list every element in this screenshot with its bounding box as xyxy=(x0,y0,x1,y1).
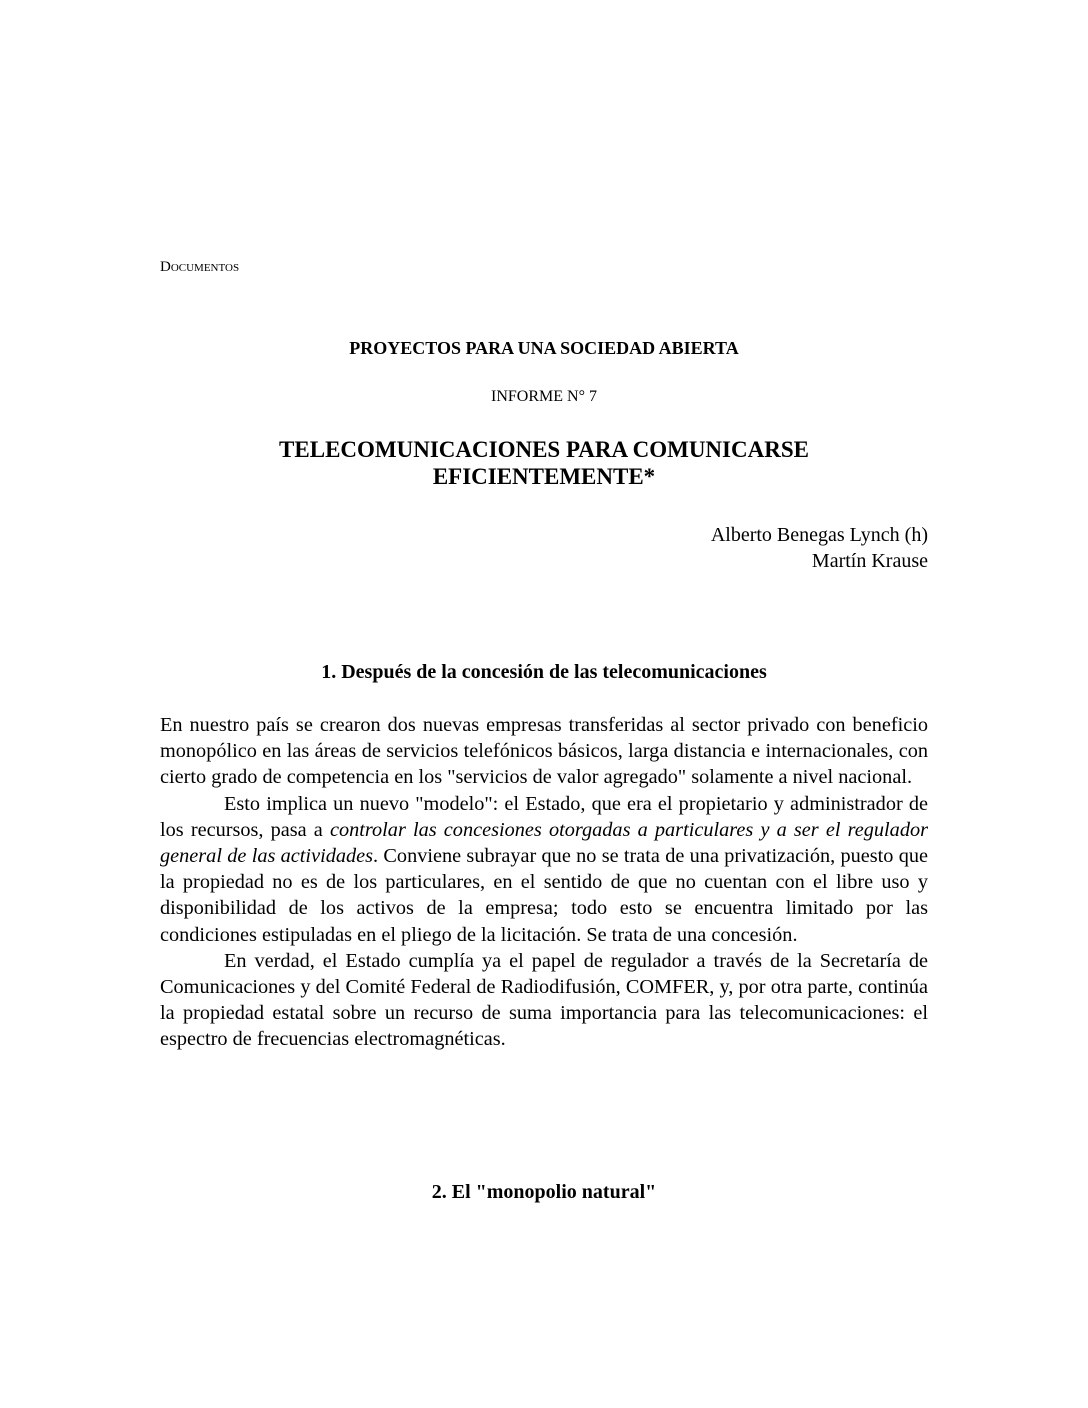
paragraph-1: En nuestro país se crearon dos nuevas empresas transferidas al sector privado con beneficio monopólico en las áreas de servicios telefónicos básicos, larga distancia e internacionales, con cierto grado de competencia en los "servicios de valor agregado" solamente a nivel nacional. xyxy=(160,714,928,789)
document-title-line-2: EFICIENTEMENTE* xyxy=(432,464,656,489)
section-label: Documentos xyxy=(160,259,240,275)
document-title xyxy=(240,436,848,490)
paragraph-2-intro: Esto implica un nuevo "modelo": el Estado, que era el propietario y administrador de los recursos, pasa a xyxy=(160,792,928,841)
paragraph-2 xyxy=(160,791,928,948)
author-name: Martín Krause xyxy=(811,550,928,572)
series-title: PROYECTOS PARA UNA SOCIEDAD ABIERTA xyxy=(349,338,739,358)
report-number: INFORME N° 7 xyxy=(491,388,597,405)
author-name: Alberto Benegas Lynch (h) xyxy=(710,524,928,546)
section-heading-2: 2. El "monopolio natural" xyxy=(431,1181,657,1203)
document-title-line-1: TELECOMUNICACIONES PARA COMUNICARSE xyxy=(279,437,809,462)
paragraph-2-rest: . Conviene subrayar que no se trata de una privatización, puesto que la propiedad no es de los particulares, en el sentido de que no cuentan con el libre uso y disponibilidad de los activos de la empresa; todo esto se encuentra limitado por las condiciones estipuladas en el pliego de la licitación. Se trata de una concesión. xyxy=(160,845,928,946)
section-1-body xyxy=(160,712,928,1053)
paragraph-2-italic-emphasis: controlar las concesiones otorgadas a particulares y a ser el regulador general de las actividades xyxy=(160,818,928,868)
authors-block xyxy=(711,522,928,574)
section-heading-1: 1. Después de la concesión de las telecomunicaciones xyxy=(321,661,767,683)
paragraph-3: En verdad, el Estado cumplía ya el papel de regulador a través de la Secretaría de Comunicaciones y del Comité Federal de Radiodifusión, COMFER, y, por otra parte, continúa la propiedad estatal sobre un recurso de suma importancia para las telecomunicaciones: el espectro de frecuencias electromagnéticas. xyxy=(160,949,928,1051)
